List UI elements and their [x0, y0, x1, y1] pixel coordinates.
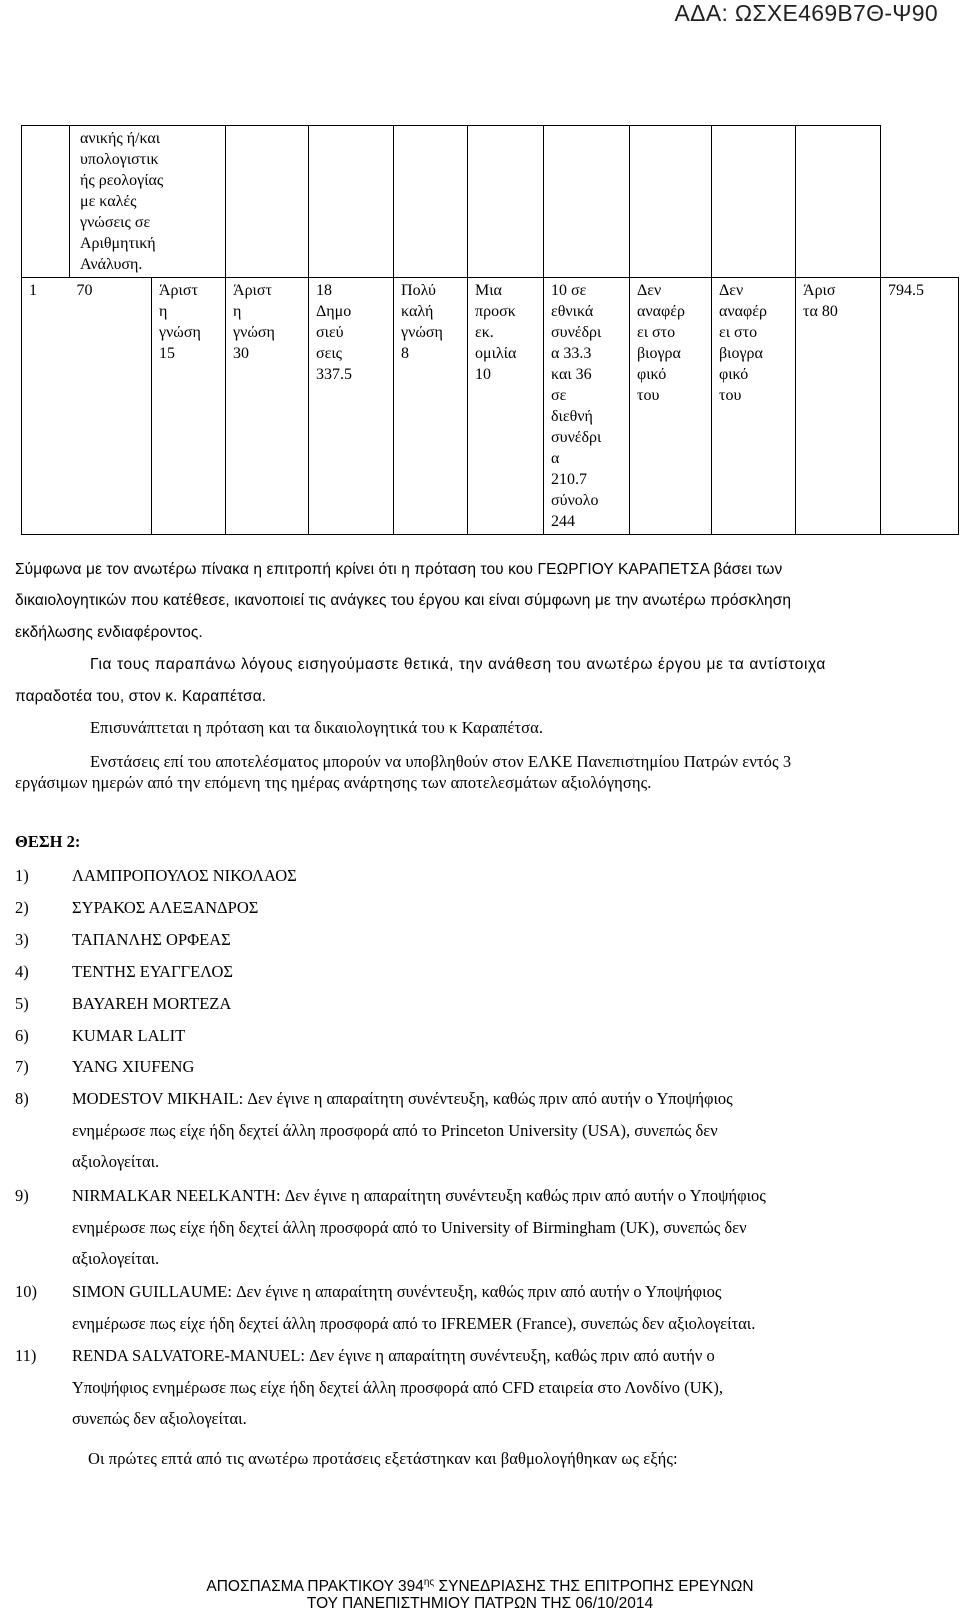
- list-item-text: KUMAR LALIT: [72, 1026, 186, 1045]
- table-cell: [796, 126, 881, 278]
- table-cell: Δεν αναφέρ ει στο βιογρα φικό του: [630, 278, 712, 535]
- list-item-text: MODESTOV MIKHAIL: Δεν έγινε η απαραίτητη συνέντευξη, καθώς πριν από αυτήν ο Υποψήφιος: [72, 1089, 733, 1108]
- list-item-number: 7): [15, 1057, 29, 1076]
- list-item-text: ενημέρωσε πως είχε ήδη δεχτεί άλλη προσφορά από το University of Birmingham (UK), συνεπώς δεν: [72, 1217, 747, 1237]
- table-cell: [712, 126, 796, 278]
- list-item-text: αξιολογείται.: [72, 1152, 160, 1171]
- table-cell: [544, 126, 630, 278]
- table-cell: [22, 126, 70, 278]
- list-item-text: BAYAREH MORTEZA: [72, 994, 232, 1013]
- table-cell: 70: [70, 278, 152, 535]
- paragraph-line: παραδοτέα του, στον κ. Καραπέτσα.: [15, 688, 267, 705]
- evaluation-table: [21, 125, 959, 535]
- footer-text: ΑΠΟΣΠΑΣΜΑ ΠΡΑΚΤΙΚΟΥ 394: [206, 1578, 424, 1595]
- paragraph-line: Για τους παραπάνω λόγους εισηγούμαστε θετικά, την ανάθεση του ανωτέρω έργου με τα αντίστοιχα: [90, 656, 826, 673]
- table-cell: Άριστ η γνώση 15: [152, 278, 226, 535]
- list-item-number: 4): [15, 962, 29, 981]
- list-item-number: 1): [15, 866, 29, 885]
- list-item-text: αξιολογείται.: [72, 1249, 160, 1268]
- list-item-number: 8): [15, 1089, 29, 1108]
- table-cell: 10 σε εθνικά συνέδρι α 33.3 και 36 σε διεθνή συνέδρι α 210.7 σύνολο 244: [544, 278, 630, 535]
- list-item-text: YANG XIUFENG: [72, 1057, 195, 1076]
- table-cell: 1: [22, 278, 70, 535]
- table-cell: [394, 126, 468, 278]
- list-item-number: 6): [15, 1026, 29, 1045]
- list-item-text: RENDA SALVATORE-MANUEL: Δεν έγινε η απαραίτητη συνέντευξη, καθώς πριν από αυτήν ο: [72, 1346, 715, 1365]
- table-cell: 794.5: [881, 278, 959, 535]
- table-cell: Δεν αναφέρ ει στο βιογρα φικό του: [712, 278, 796, 535]
- table-row: [22, 278, 959, 535]
- list-item-text: ενημέρωσε πως είχε ήδη δεχτεί άλλη προσφορά από το IFREMER (France), συνεπώς δεν αξιολογείται.: [72, 1313, 756, 1333]
- table-cell: [468, 126, 544, 278]
- table-cell: 18 Δημο σιεύ σεις 337.5: [309, 278, 394, 535]
- list-item-number: 5): [15, 994, 29, 1013]
- paragraph-line: εργάσιμων ημερών από την επόμενη της ημέρας ανάρτησης των αποτελεσμάτων αξιολόγησης.: [15, 773, 652, 792]
- list-item-text: συνεπώς δεν αξιολογείται.: [72, 1409, 247, 1428]
- table-cell: Άριστ η γνώση 30: [226, 278, 309, 535]
- list-item-number: 2): [15, 898, 29, 917]
- paragraph-line: Σύμφωνα με τον ανωτέρω πίνακα η επιτροπή κρίνει ότι η πρόταση του κου ΓΕΩΡΓΙΟΥ ΚΑΡΑΠΕΤΣΑ βάσει των: [15, 561, 783, 578]
- section-heading: ΘΕΣΗ 2:: [15, 832, 81, 851]
- table-row: [22, 126, 959, 278]
- list-item-text: Υποψήφιος ενημέρωσε πως είχε ήδη δεχτεί άλλη προσφορά από CFD εταιρεία στο Λονδίνο (UK),: [72, 1377, 724, 1397]
- paragraph-line: δικαιολογητικών που κατέθεσε, ικανοποιεί τις ανάγκες του έργου και είναι σύμφωνη με την ανωτέρω πρόσκληση: [15, 592, 792, 609]
- list-item-text: NIRMALKAR NEELKANTH: Δεν έγινε η απαραίτητη συνέντευξη καθώς πριν από αυτήν ο Υποψήφιος: [72, 1186, 766, 1205]
- table-cell: [309, 126, 394, 278]
- footer-line: ΤΟΥ ΠΑΝΕΠΙΣΤΗΜΙΟΥ ΠΑΤΡΩΝ ΤΗΣ 06/10/2014: [306, 1595, 654, 1612]
- table-cell: [630, 126, 712, 278]
- paragraph-line: εκδήλωσης ενδιαφέροντος.: [15, 624, 203, 641]
- list-item-number: 3): [15, 930, 29, 949]
- list-item-number: 10): [15, 1282, 37, 1301]
- list-item-text: SIMON GUILLAUME: Δεν έγινε η απαραίτητη συνέντευξη, καθώς πριν από αυτήν ο Υποψήφιος: [72, 1282, 722, 1301]
- list-item-text: ΛΑΜΠΡΟΠΟΥΛΟΣ ΝΙΚΟΛΑΟΣ: [72, 866, 297, 885]
- footer-superscript: ης: [423, 1577, 435, 1588]
- table-cell: Μια προσκ εκ. ομιλία 10: [468, 278, 544, 535]
- list-item-text: ΤΑΠΑΝΛΗΣ ΟΡΦΕΑΣ: [72, 930, 231, 949]
- list-item-text: ενημέρωσε πως είχε ήδη δεχτεί άλλη προσφορά από το Princeton University (USA), συνεπώς δεν: [72, 1120, 718, 1140]
- footer-text: ΣΥΝΕΔΡΙΑΣΗΣ ΤΗΣ ΕΠΙΤΡΟΠΗΣ ΕΡΕΥΝΩΝ: [434, 1578, 754, 1595]
- table-cell: [226, 126, 309, 278]
- paragraph-line: Επισυνάπτεται η πρόταση και τα δικαιολογητικά του κ Καραπέτσα.: [90, 718, 544, 737]
- table-cell: Πολύ καλή γνώση 8: [394, 278, 468, 535]
- ada-code: ΑΔΑ: ΩΣΧΕ469Β7Θ-Ψ90: [674, 0, 938, 26]
- list-item-number: 9): [15, 1186, 29, 1205]
- footer-line: [0, 1574, 960, 1595]
- list-item-number: 11): [15, 1346, 37, 1365]
- list-item-text: ΤΕΝΤΗΣ ΕΥΑΓΓΕΛΟΣ: [72, 962, 233, 981]
- table-cell: Άρισ τα 80: [796, 278, 881, 535]
- closing-line: Οι πρώτες επτά από τις ανωτέρω προτάσεις εξετάστηκαν και βαθμολογήθηκαν ως εξής:: [88, 1449, 678, 1468]
- table-cell: ανικής ή/και υπολογιστικ ής ρεολογίας με καλές γνώσεις σε Αριθμητική Ανάλυση.: [70, 126, 226, 278]
- list-item-text: ΣΥΡΑΚΟΣ ΑΛΕΞΑΝΔΡΟΣ: [72, 898, 259, 917]
- paragraph-line: Ενστάσεις επί του αποτελέσματος μπορούν να υποβληθούν στον ΕΛΚΕ Πανεπιστημίου Πατρών εντός 3: [90, 752, 792, 771]
